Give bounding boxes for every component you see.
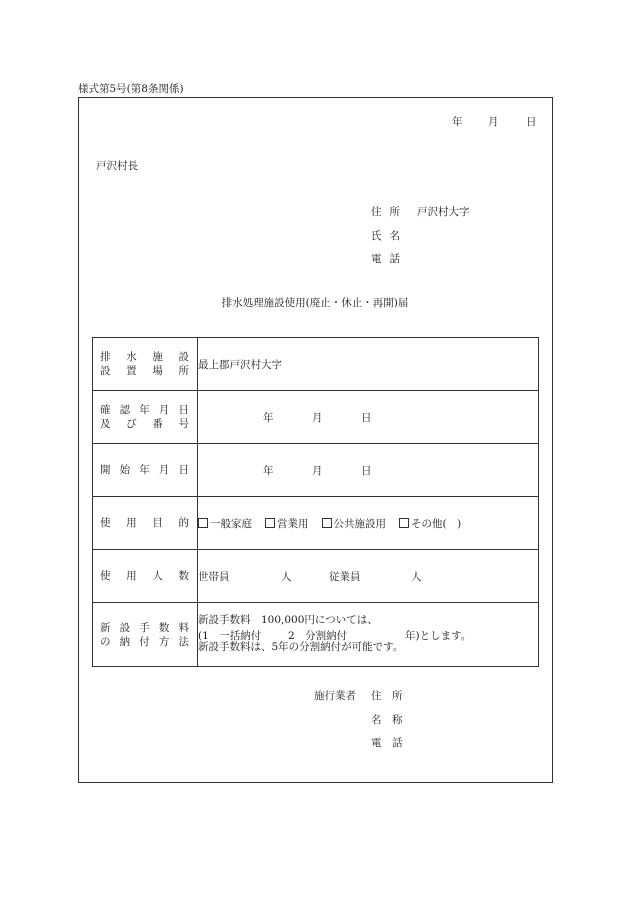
facility-location-value: 最上郡戸沢村大字 bbox=[198, 358, 282, 371]
label-char: 用 bbox=[126, 517, 137, 529]
purpose-option-label: 一般家庭 bbox=[210, 517, 252, 530]
fee-label bbox=[93, 603, 198, 667]
contractor-address-label: 住 所 bbox=[371, 690, 403, 702]
start-date-field[interactable] bbox=[198, 444, 539, 497]
form-number: 様式第5号(第8条関係) bbox=[78, 83, 184, 95]
label-char: 所 bbox=[178, 365, 189, 377]
label-char: 目 bbox=[152, 517, 163, 529]
table-row-start-date bbox=[93, 444, 539, 497]
label-char: 付 bbox=[139, 635, 150, 648]
label-char: 始 bbox=[119, 464, 131, 476]
applicant-address-label: 住所 bbox=[371, 206, 408, 218]
purpose-field bbox=[198, 497, 539, 550]
start-month-label: 月 bbox=[312, 465, 323, 477]
label-char: 的 bbox=[178, 517, 189, 529]
start-date-label bbox=[93, 444, 198, 497]
purpose-option-household[interactable] bbox=[198, 516, 252, 531]
confirm-day-label: 日 bbox=[361, 412, 372, 424]
checkbox-icon[interactable] bbox=[399, 518, 409, 528]
purpose-label bbox=[93, 497, 198, 550]
recipient: 戸沢村長 bbox=[96, 160, 138, 172]
household-label: 世帯員 bbox=[198, 571, 230, 583]
label-char: 番 bbox=[152, 418, 163, 430]
purpose-option-label: その他( ) bbox=[411, 517, 462, 530]
label-char: 新 bbox=[100, 621, 111, 634]
start-year-label: 年 bbox=[263, 465, 274, 477]
label-char: 設 bbox=[100, 365, 111, 377]
fee-line-3: 新設手数料は、5年の分割納付が可能です。 bbox=[198, 641, 404, 654]
date-year-label: 年 bbox=[452, 116, 463, 128]
checkbox-icon[interactable] bbox=[322, 518, 332, 528]
employee-label: 従業員 bbox=[329, 571, 361, 583]
purpose-option-label: 公共施設用 bbox=[333, 517, 386, 530]
start-day-label: 日 bbox=[361, 465, 372, 477]
label-char: 月 bbox=[158, 464, 170, 476]
label-char: 号 bbox=[178, 418, 189, 430]
fee-line-1: 新設手数料 100,000円については、 bbox=[198, 614, 378, 627]
fee-line-2 bbox=[198, 628, 538, 642]
label-char: 人 bbox=[152, 570, 163, 582]
label-char: 水 bbox=[126, 351, 137, 363]
label-char: 月 bbox=[158, 404, 170, 416]
purpose-option-public[interactable] bbox=[322, 516, 387, 531]
label-char: 施 bbox=[152, 351, 163, 363]
label-char: 用 bbox=[126, 570, 137, 582]
label-char: 数 bbox=[178, 570, 189, 582]
household-unit: 人 bbox=[281, 571, 292, 583]
label-char: 置 bbox=[126, 365, 137, 377]
label-char: 納 bbox=[119, 635, 131, 648]
table-row-confirmation bbox=[93, 391, 539, 444]
table-row-users bbox=[93, 550, 539, 603]
applicant-name-label: 氏名 bbox=[371, 230, 408, 242]
date-month-label: 月 bbox=[488, 116, 499, 128]
fee-option-installment: 2 分割納付 bbox=[288, 629, 348, 642]
contractor-heading: 施行業者 bbox=[314, 690, 356, 702]
label-char: 方 bbox=[158, 635, 170, 648]
label-char: 確 bbox=[100, 404, 111, 416]
purpose-option-label: 営業用 bbox=[277, 517, 309, 530]
checkbox-icon[interactable] bbox=[265, 518, 275, 528]
contractor-phone-label: 電 話 bbox=[371, 737, 403, 749]
label-char: び bbox=[126, 418, 137, 430]
fee-years-suffix: 年)とします。 bbox=[405, 629, 472, 642]
label-char: 料 bbox=[178, 621, 189, 634]
application-table bbox=[92, 337, 539, 667]
table-row-facility-location bbox=[93, 338, 539, 391]
fee-field[interactable] bbox=[198, 603, 539, 667]
table-row-purpose bbox=[93, 497, 539, 550]
applicant-address-value: 戸沢村大字 bbox=[417, 206, 470, 218]
document-title: 排水処理施設使用(廃止・休止・再開)届 bbox=[221, 297, 409, 309]
label-char: 排 bbox=[100, 351, 111, 363]
confirm-month-label: 月 bbox=[312, 412, 323, 424]
label-char: 年 bbox=[139, 404, 150, 416]
label-char: 及 bbox=[100, 418, 111, 430]
label-char: 設 bbox=[119, 621, 131, 634]
label-char: 手 bbox=[139, 621, 150, 634]
label-char: 使 bbox=[100, 517, 111, 529]
label-char: 数 bbox=[158, 621, 170, 634]
label-char: 法 bbox=[178, 635, 189, 648]
confirm-year-label: 年 bbox=[263, 412, 274, 424]
applicant-phone-label: 電話 bbox=[371, 253, 408, 265]
purpose-option-other[interactable] bbox=[399, 516, 461, 531]
label-char: 使 bbox=[100, 570, 111, 582]
contractor-name-label: 名 称 bbox=[371, 714, 403, 726]
facility-location-field[interactable] bbox=[198, 338, 539, 391]
label-char: の bbox=[100, 635, 111, 648]
purpose-option-business[interactable] bbox=[265, 516, 309, 531]
facility-location-label bbox=[93, 338, 198, 391]
label-char: 場 bbox=[152, 365, 163, 377]
label-char: 認 bbox=[119, 404, 131, 416]
label-char: 年 bbox=[139, 464, 150, 476]
fee-option-lump: (1 一括納付 bbox=[198, 629, 262, 642]
label-char: 日 bbox=[178, 404, 189, 416]
label-char: 設 bbox=[178, 351, 189, 363]
label-char: 日 bbox=[178, 464, 189, 476]
date-day-label: 日 bbox=[526, 116, 537, 128]
checkbox-icon[interactable] bbox=[198, 518, 208, 528]
table-row-fee bbox=[93, 603, 539, 667]
users-field[interactable] bbox=[198, 550, 539, 603]
employee-unit: 人 bbox=[411, 571, 422, 583]
confirmation-date-field[interactable] bbox=[198, 391, 539, 444]
confirmation-label bbox=[93, 391, 198, 444]
users-label bbox=[93, 550, 198, 603]
label-char: 開 bbox=[100, 464, 111, 476]
